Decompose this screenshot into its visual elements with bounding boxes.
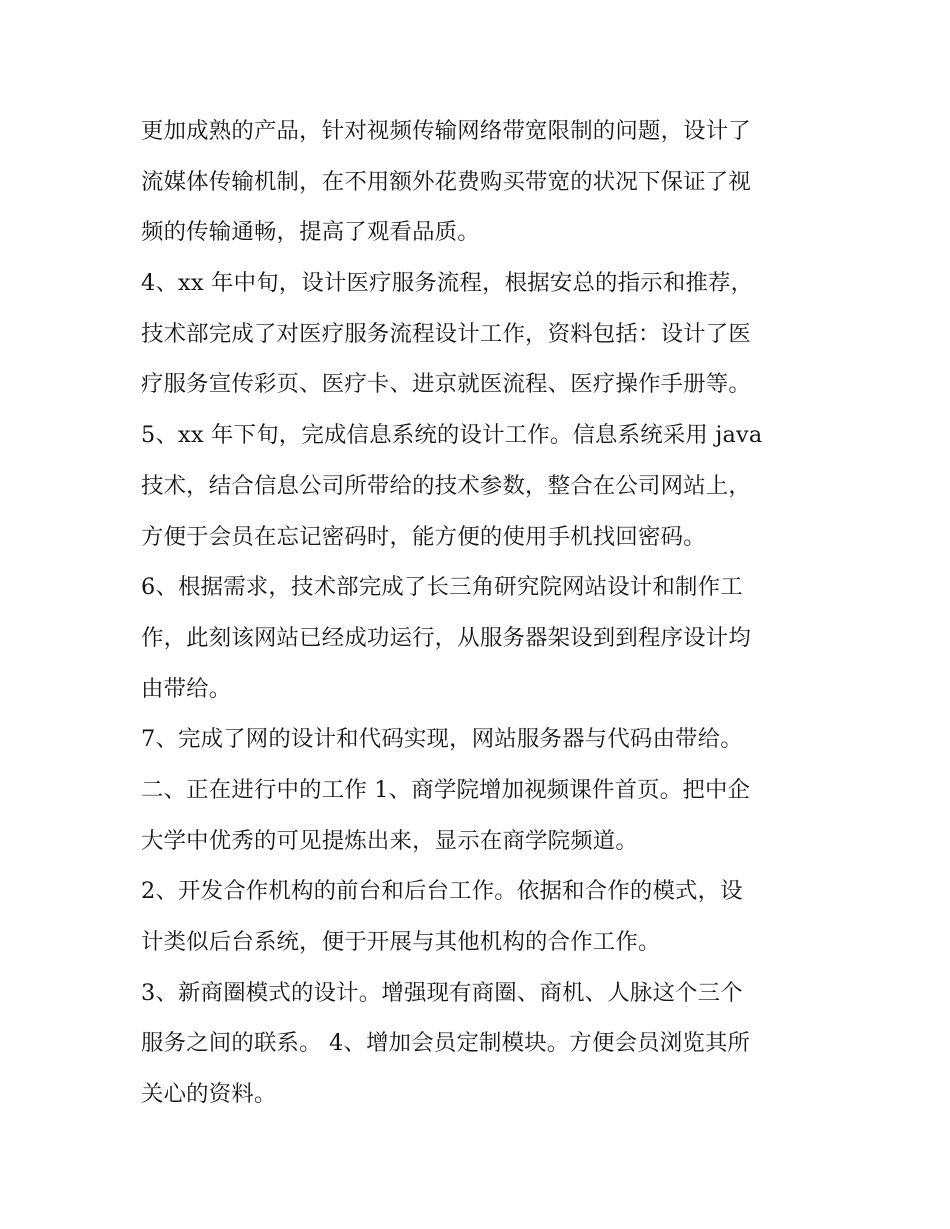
text-line: 关心的资料。 [141,1081,277,1108]
text-line: 技术部完成了对医疗服务流程设计工作，资料包括：设计了医 [141,320,751,347]
text-line: 方便于会员在忘记密码时，能方便的使用手机找回密码。 [141,523,706,550]
paragraph-item-4 [141,258,813,410]
text-line: 二、正在进行中的工作 1、商学院增加视频课件首页。把中企 [141,776,751,803]
paragraph-work-2 [141,866,813,967]
text-line: 疗服务宣传彩页、医疗卡、进京就医流程、医疗操作手册等。 [141,371,751,398]
text-line: 计类似后台系统，便于开展与其他机构的合作工作。 [141,929,661,955]
text-line: 技术，结合信息公司所带给的技术参数，整合在公司网站上， [141,472,751,499]
text-line: 6、根据需求，技术部完成了长三角研究院网站设计和制作工 [141,574,743,601]
document-body [141,106,813,1120]
text-line: 更加成熟的产品，针对视频传输网络带宽限制的问题，设计了 [141,118,751,144]
text-line: 作，此刻该网站已经成功运行，从服务器架设到到程序设计均 [141,624,751,651]
text-line: 由带给。 [141,675,232,702]
text-line: 服务之间的联系。 4、增加会员定制模块。方便会员浏览其所 [141,1030,751,1057]
paragraph-section-two [141,765,813,866]
paragraph-item-5 [141,410,813,562]
text-line: 频的传输通畅，提高了观看品质。 [141,219,480,246]
paragraph-work-3-4 [141,968,813,1120]
text-line: 7、完成了网的设计和代码实现，网站服务器与代码由带给。 [141,726,743,753]
paragraph-item-6 [141,562,813,714]
paragraph-streaming [141,106,813,258]
text-line: 4、xx 年中旬，设计医疗服务流程，根据安总的指示和推荐， [141,270,754,297]
text-line: 5、xx 年下旬，完成信息系统的设计工作。信息系统采用 java [141,422,763,449]
text-line: 3、新商圈模式的设计。增强现有商圈、商机、人脉这个三个 [141,979,743,1006]
text-line: 流媒体传输机制，在不用额外花费购买带宽的状况下保证了视 [141,168,751,195]
text-line: 大学中优秀的可见提炼出来，显示在商学院频道。 [141,827,638,854]
text-line: 2、开发合作机构的前台和后台工作。依据和合作的模式，设 [141,878,743,905]
paragraph-item-7 [141,714,813,765]
